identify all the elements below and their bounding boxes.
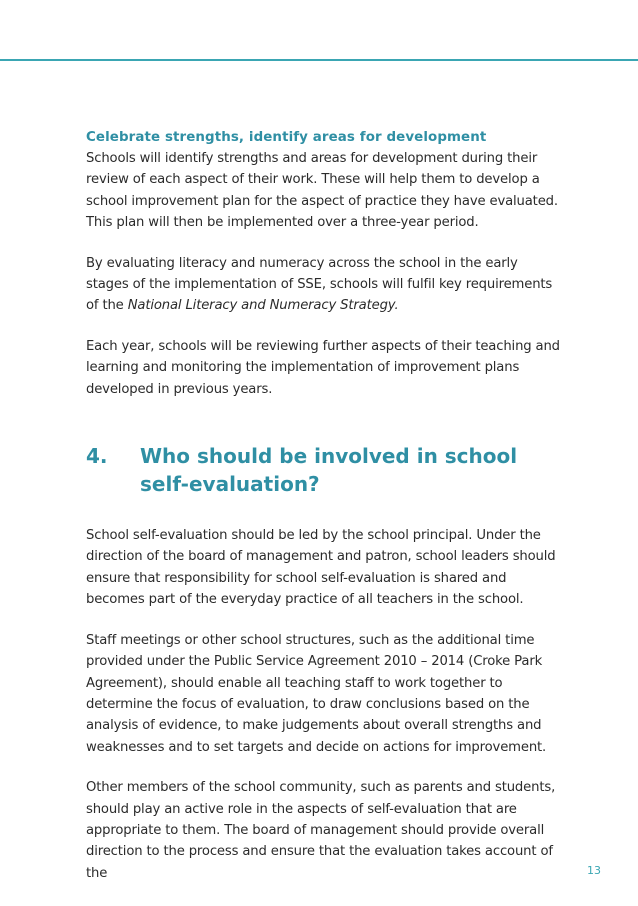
subsection-heading: Celebrate strengths, identify areas for development xyxy=(86,130,487,145)
section-number: 4. xyxy=(86,444,108,469)
intro-paragraph: Schools will identify strengths and areas for development during their review of each aspect of their work. These will help them to develop a school improvement plan for the aspect of practice they have evaluated. This plan will then be implemented over a three-year period. xyxy=(86,151,558,231)
page-body xyxy=(86,128,564,884)
section-heading xyxy=(86,442,564,498)
page-number: 13 xyxy=(587,864,601,877)
section-title: Who should be involved in school self-evaluation? xyxy=(140,444,518,497)
literacy-paragraph xyxy=(86,253,564,317)
section-paragraph-1: School self-evaluation should be led by the school principal. Under the direction of the board of management and patron, school leaders should ensure that responsibility for school self-evaluation is shared and becomes part of the everyday practice of all teachers in the school. xyxy=(86,528,556,608)
each-year-paragraph: Each year, schools will be reviewing further aspects of their teaching and learning and monitoring the implementation of improvement plans developed in previous years. xyxy=(86,338,560,397)
strategy-reference: National Literacy and Numeracy Strategy. xyxy=(127,298,399,314)
literacy-paragraph-text: By evaluating literacy and numeracy across the school in the early stages of the implementation of SSE, schools will fulfil key requirements of the xyxy=(86,255,553,314)
section-paragraph-2: Staff meetings or other school structures, such as the additional time provided under the Public Service Agreement 2010 – 2014 (Croke Park Agreement), should enable all teaching staff to work together to determine the focus of evaluation, to draw conclusions based on the analysis of evidence, to make judgements about overall strengths and weaknesses and to set targets and decide on actions for improvement. xyxy=(86,632,547,755)
header-rule xyxy=(0,59,638,61)
section-paragraph-3: Other members of the school community, such as parents and students, should play an active role in the aspects of self-evaluation that are appropriate to them. The board of management should provide overall direction to the process and ensure that the evaluation takes account of the xyxy=(86,780,556,881)
